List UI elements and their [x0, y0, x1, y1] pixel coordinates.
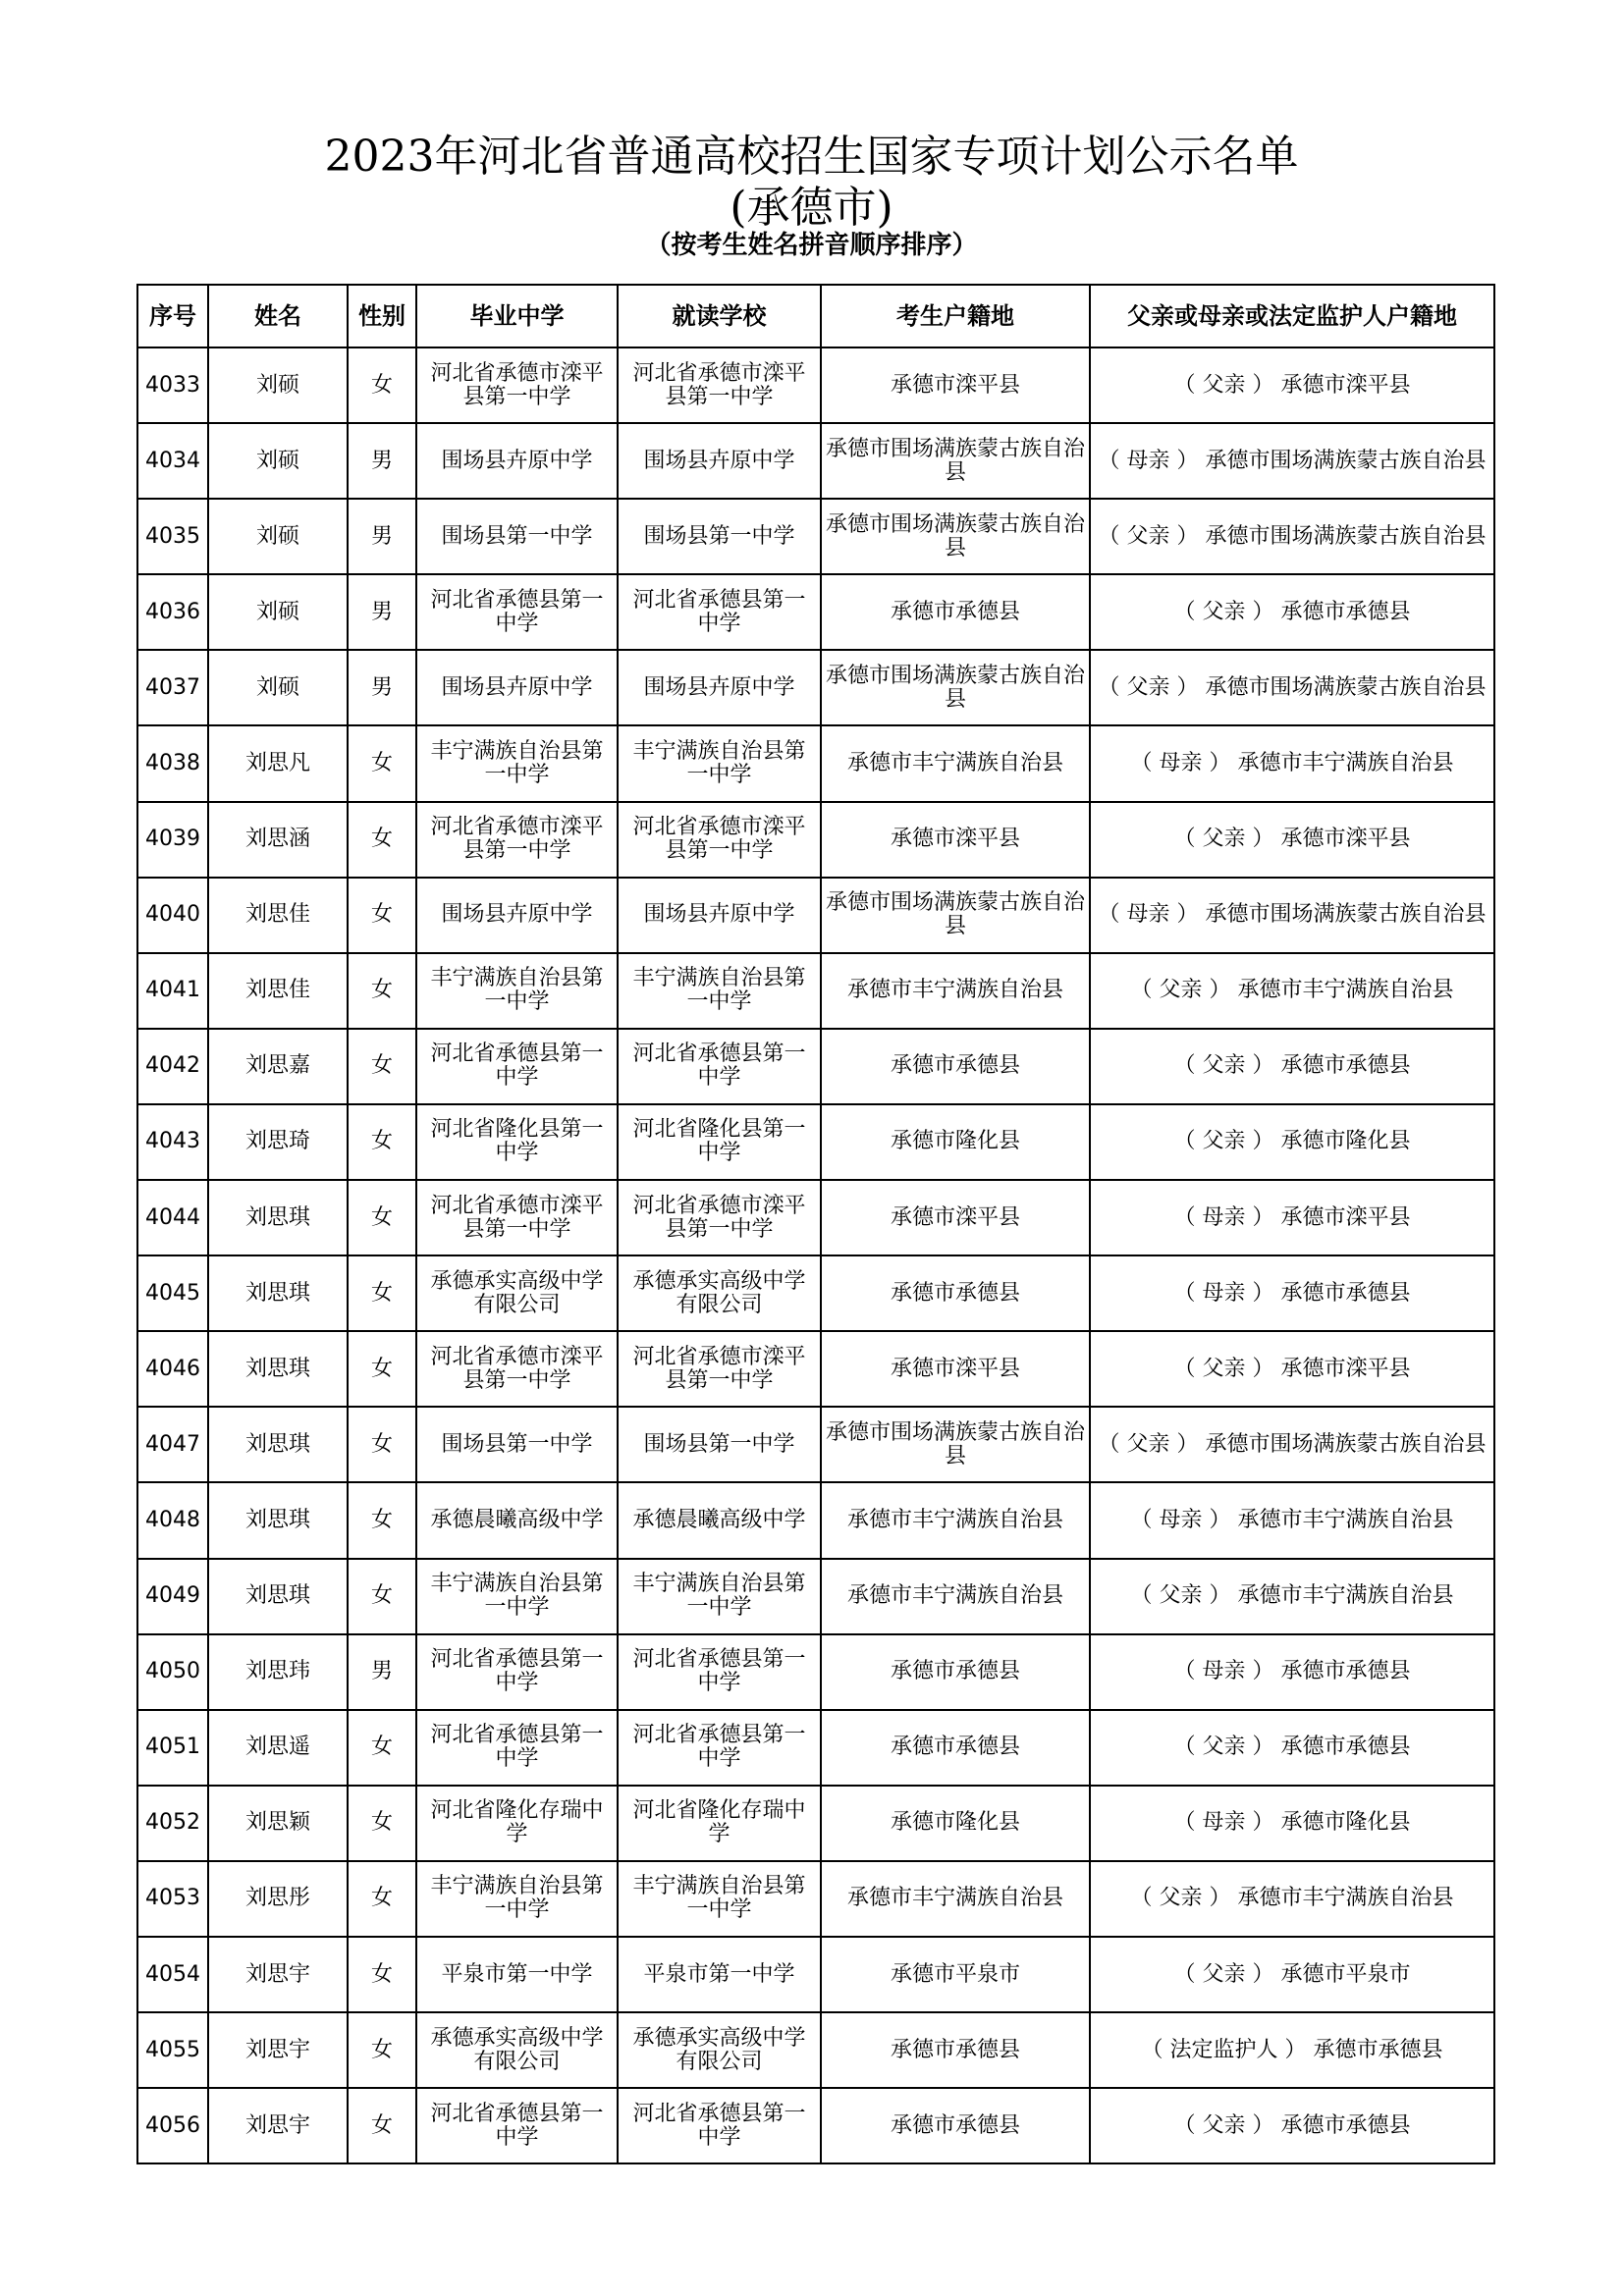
cell-index: 4043: [137, 1104, 208, 1180]
cell-index: 4039: [137, 802, 208, 878]
page-title: 2023年河北省普通高校招生国家专项计划公示名单: [324, 132, 1299, 182]
cell-current-school: 河北省承德县第一中学: [618, 2088, 821, 2163]
cell-gender: 女: [348, 1786, 416, 1861]
header-guardian-registration: 父亲或母亲或法定监护人户籍地: [1090, 285, 1494, 347]
cell-index: 4041: [137, 953, 208, 1029]
cell-current-school: 围场县第一中学: [618, 1407, 821, 1482]
cell-graduated-school: 河北省承德县第一中学: [416, 1710, 618, 1786]
cell-gender: 女: [348, 1937, 416, 2012]
header-graduated-school: 毕业中学: [416, 285, 618, 347]
cell-graduated-school: 河北省承德县第一中学: [416, 2088, 618, 2163]
cell-graduated-school: 围场县第一中学: [416, 499, 618, 574]
cell-current-school: 河北省承德县第一中学: [618, 574, 821, 650]
cell-household-registration: 承德市承德县: [821, 2088, 1090, 2163]
cell-index: 4045: [137, 1255, 208, 1331]
cell-household-registration: 承德市平泉市: [821, 1937, 1090, 2012]
cell-guardian-registration: （ 父亲 ） 承德市平泉市: [1090, 1937, 1494, 2012]
cell-household-registration: 承德市承德县: [821, 1710, 1090, 1786]
cell-household-registration: 承德市丰宁满族自治县: [821, 725, 1090, 801]
table-row: [137, 1786, 1494, 1861]
cell-gender: 女: [348, 802, 416, 878]
cell-guardian-registration: （ 母亲 ） 承德市滦平县: [1090, 1180, 1494, 1255]
cell-current-school: 承德承实高级中学有限公司: [618, 1255, 821, 1331]
cell-household-registration: 承德市承德县: [821, 574, 1090, 650]
cell-name: 刘硕: [208, 423, 348, 499]
cell-current-school: 河北省承德市滦平县第一中学: [618, 1180, 821, 1255]
table-body: [137, 347, 1494, 2163]
admission-list-table: [136, 284, 1495, 2164]
table-row: [137, 347, 1494, 423]
cell-guardian-registration: （ 母亲 ） 承德市承德县: [1090, 1255, 1494, 1331]
table-row: [137, 1861, 1494, 1937]
cell-household-registration: 承德市隆化县: [821, 1786, 1090, 1861]
cell-guardian-registration: （ 父亲 ） 承德市丰宁满族自治县: [1090, 1861, 1494, 1937]
cell-graduated-school: 河北省承德市滦平县第一中学: [416, 347, 618, 423]
cell-gender: 男: [348, 1634, 416, 1710]
cell-guardian-registration: （ 父亲 ） 承德市滦平县: [1090, 802, 1494, 878]
cell-current-school: 承德承实高级中学有限公司: [618, 2012, 821, 2088]
cell-name: 刘思琦: [208, 1104, 348, 1180]
cell-guardian-registration: （ 父亲 ） 承德市滦平县: [1090, 347, 1494, 423]
cell-current-school: 河北省承德县第一中学: [618, 1634, 821, 1710]
cell-gender: 女: [348, 953, 416, 1029]
cell-graduated-school: 围场县卉原中学: [416, 650, 618, 725]
cell-guardian-registration: （ 母亲 ） 承德市丰宁满族自治县: [1090, 1482, 1494, 1558]
cell-household-registration: 承德市丰宁满族自治县: [821, 1559, 1090, 1634]
table-row: [137, 802, 1494, 878]
cell-guardian-registration: （ 母亲 ） 承德市围场满族蒙古族自治县: [1090, 878, 1494, 953]
cell-index: 4056: [137, 2088, 208, 2163]
cell-current-school: 河北省承德县第一中学: [618, 1710, 821, 1786]
cell-household-registration: 承德市围场满族蒙古族自治县: [821, 1407, 1090, 1482]
cell-gender: 女: [348, 1482, 416, 1558]
cell-name: 刘硕: [208, 499, 348, 574]
cell-graduated-school: 围场县卉原中学: [416, 423, 618, 499]
table-row: [137, 1331, 1494, 1407]
table-row: [137, 878, 1494, 953]
cell-household-registration: 承德市围场满族蒙古族自治县: [821, 650, 1090, 725]
cell-graduated-school: 河北省隆化县第一中学: [416, 1104, 618, 1180]
table-row: [137, 1255, 1494, 1331]
cell-gender: 女: [348, 1559, 416, 1634]
cell-graduated-school: 河北省承德县第一中学: [416, 1029, 618, 1104]
cell-current-school: 围场县卉原中学: [618, 878, 821, 953]
cell-current-school: 平泉市第一中学: [618, 1937, 821, 2012]
table-row: [137, 2088, 1494, 2163]
cell-guardian-registration: （ 父亲 ） 承德市承德县: [1090, 1029, 1494, 1104]
cell-graduated-school: 丰宁满族自治县第一中学: [416, 1861, 618, 1937]
cell-household-registration: 承德市丰宁满族自治县: [821, 1861, 1090, 1937]
cell-current-school: 围场县卉原中学: [618, 650, 821, 725]
cell-current-school: 承德晨曦高级中学: [618, 1482, 821, 1558]
cell-name: 刘思佳: [208, 953, 348, 1029]
table-row: [137, 1710, 1494, 1786]
cell-index: 4051: [137, 1710, 208, 1786]
cell-index: 4052: [137, 1786, 208, 1861]
cell-name: 刘思玮: [208, 1634, 348, 1710]
cell-name: 刘思嘉: [208, 1029, 348, 1104]
cell-guardian-registration: （ 母亲 ） 承德市隆化县: [1090, 1786, 1494, 1861]
header-household-registration: 考生户籍地: [821, 285, 1090, 347]
cell-graduated-school: 承德承实高级中学有限公司: [416, 1255, 618, 1331]
cell-name: 刘思琪: [208, 1482, 348, 1558]
cell-index: 4033: [137, 347, 208, 423]
cell-index: 4053: [137, 1861, 208, 1937]
cell-household-registration: 承德市围场满族蒙古族自治县: [821, 499, 1090, 574]
cell-guardian-registration: （ 父亲 ） 承德市围场满族蒙古族自治县: [1090, 499, 1494, 574]
cell-household-registration: 承德市滦平县: [821, 1180, 1090, 1255]
cell-guardian-registration: （ 母亲 ） 承德市承德县: [1090, 1634, 1494, 1710]
cell-gender: 女: [348, 2012, 416, 2088]
cell-graduated-school: 河北省承德市滦平县第一中学: [416, 1331, 618, 1407]
cell-name: 刘思颖: [208, 1786, 348, 1861]
cell-household-registration: 承德市围场满族蒙古族自治县: [821, 423, 1090, 499]
cell-graduated-school: 河北省承德市滦平县第一中学: [416, 1180, 618, 1255]
table-row: [137, 650, 1494, 725]
cell-gender: 女: [348, 347, 416, 423]
table-row: [137, 1482, 1494, 1558]
cell-name: 刘思宇: [208, 1937, 348, 2012]
cell-graduated-school: 河北省承德县第一中学: [416, 1634, 618, 1710]
cell-name: 刘思佳: [208, 878, 348, 953]
cell-index: 4047: [137, 1407, 208, 1482]
cell-guardian-registration: （ 父亲 ） 承德市丰宁满族自治县: [1090, 953, 1494, 1029]
cell-guardian-registration: （ 母亲 ） 承德市丰宁满族自治县: [1090, 725, 1494, 801]
cell-index: 4049: [137, 1559, 208, 1634]
table-row: [137, 423, 1494, 499]
cell-gender: 女: [348, 1861, 416, 1937]
cell-household-registration: 承德市滦平县: [821, 1331, 1090, 1407]
table-header-row: [137, 285, 1494, 347]
cell-guardian-registration: （ 父亲 ） 承德市隆化县: [1090, 1104, 1494, 1180]
page-subtitle: (承德市): [730, 183, 893, 233]
cell-household-registration: 承德市围场满族蒙古族自治县: [821, 878, 1090, 953]
cell-name: 刘思凡: [208, 725, 348, 801]
cell-household-registration: 承德市滦平县: [821, 802, 1090, 878]
cell-index: 4042: [137, 1029, 208, 1104]
cell-index: 4037: [137, 650, 208, 725]
cell-household-registration: 承德市承德县: [821, 1029, 1090, 1104]
header-gender: 性别: [348, 285, 416, 347]
cell-household-registration: 承德市承德县: [821, 1634, 1090, 1710]
cell-gender: 男: [348, 499, 416, 574]
cell-index: 4050: [137, 1634, 208, 1710]
cell-current-school: 河北省承德县第一中学: [618, 1029, 821, 1104]
cell-guardian-registration: （ 父亲 ） 承德市丰宁满族自治县: [1090, 1559, 1494, 1634]
cell-gender: 女: [348, 1180, 416, 1255]
table-row: [137, 1180, 1494, 1255]
cell-graduated-school: 承德承实高级中学有限公司: [416, 2012, 618, 2088]
cell-current-school: 河北省隆化存瑞中学: [618, 1786, 821, 1861]
cell-index: 4034: [137, 423, 208, 499]
header-current-school: 就读学校: [618, 285, 821, 347]
cell-household-registration: 承德市滦平县: [821, 347, 1090, 423]
cell-name: 刘思彤: [208, 1861, 348, 1937]
cell-current-school: 河北省隆化县第一中学: [618, 1104, 821, 1180]
cell-graduated-school: 围场县第一中学: [416, 1407, 618, 1482]
cell-graduated-school: 丰宁满族自治县第一中学: [416, 1559, 618, 1634]
cell-guardian-registration: （ 父亲 ） 承德市承德县: [1090, 2088, 1494, 2163]
cell-guardian-registration: （ 父亲 ） 承德市承德县: [1090, 1710, 1494, 1786]
table-row: [137, 953, 1494, 1029]
cell-current-school: 丰宁满族自治县第一中学: [618, 953, 821, 1029]
cell-household-registration: 承德市丰宁满族自治县: [821, 1482, 1090, 1558]
cell-graduated-school: 河北省隆化存瑞中学: [416, 1786, 618, 1861]
table-row: [137, 574, 1494, 650]
cell-gender: 男: [348, 650, 416, 725]
cell-name: 刘硕: [208, 574, 348, 650]
cell-gender: 男: [348, 574, 416, 650]
cell-graduated-school: 承德晨曦高级中学: [416, 1482, 618, 1558]
cell-guardian-registration: （ 父亲 ） 承德市围场满族蒙古族自治县: [1090, 650, 1494, 725]
cell-name: 刘思宇: [208, 2012, 348, 2088]
cell-graduated-school: 围场县卉原中学: [416, 878, 618, 953]
header-name: 姓名: [208, 285, 348, 347]
cell-household-registration: 承德市承德县: [821, 2012, 1090, 2088]
cell-gender: 女: [348, 878, 416, 953]
sort-note: （按考生姓名拼音顺序排序）: [645, 231, 978, 260]
table-row: [137, 499, 1494, 574]
cell-guardian-registration: （ 父亲 ） 承德市承德县: [1090, 574, 1494, 650]
cell-gender: 女: [348, 1407, 416, 1482]
cell-index: 4036: [137, 574, 208, 650]
header-index: 序号: [137, 285, 208, 347]
cell-graduated-school: 丰宁满族自治县第一中学: [416, 953, 618, 1029]
cell-index: 4044: [137, 1180, 208, 1255]
cell-graduated-school: 河北省承德县第一中学: [416, 574, 618, 650]
cell-name: 刘思琪: [208, 1559, 348, 1634]
cell-current-school: 河北省承德市滦平县第一中学: [618, 347, 821, 423]
cell-graduated-school: 丰宁满族自治县第一中学: [416, 725, 618, 801]
cell-name: 刘思琪: [208, 1180, 348, 1255]
table-row: [137, 1634, 1494, 1710]
table-row: [137, 1029, 1494, 1104]
cell-index: 4054: [137, 1937, 208, 2012]
cell-gender: 女: [348, 2088, 416, 2163]
cell-index: 4035: [137, 499, 208, 574]
cell-household-registration: 承德市丰宁满族自治县: [821, 953, 1090, 1029]
cell-gender: 女: [348, 1710, 416, 1786]
table-row: [137, 1104, 1494, 1180]
cell-index: 4040: [137, 878, 208, 953]
cell-name: 刘思涵: [208, 802, 348, 878]
cell-gender: 男: [348, 423, 416, 499]
cell-gender: 女: [348, 1255, 416, 1331]
cell-name: 刘硕: [208, 650, 348, 725]
cell-gender: 女: [348, 1331, 416, 1407]
table-row: [137, 1407, 1494, 1482]
cell-household-registration: 承德市承德县: [821, 1255, 1090, 1331]
cell-current-school: 丰宁满族自治县第一中学: [618, 1861, 821, 1937]
table-row: [137, 725, 1494, 801]
cell-index: 4038: [137, 725, 208, 801]
cell-current-school: 河北省承德市滦平县第一中学: [618, 1331, 821, 1407]
cell-name: 刘硕: [208, 347, 348, 423]
cell-guardian-registration: （ 父亲 ） 承德市滦平县: [1090, 1331, 1494, 1407]
cell-guardian-registration: （ 父亲 ） 承德市围场满族蒙古族自治县: [1090, 1407, 1494, 1482]
cell-gender: 女: [348, 1104, 416, 1180]
cell-guardian-registration: （ 母亲 ） 承德市围场满族蒙古族自治县: [1090, 423, 1494, 499]
cell-current-school: 围场县卉原中学: [618, 423, 821, 499]
table-row: [137, 1559, 1494, 1634]
cell-name: 刘思宇: [208, 2088, 348, 2163]
cell-name: 刘思琪: [208, 1407, 348, 1482]
cell-name: 刘思琪: [208, 1255, 348, 1331]
cell-current-school: 丰宁满族自治县第一中学: [618, 1559, 821, 1634]
cell-index: 4055: [137, 2012, 208, 2088]
cell-graduated-school: 平泉市第一中学: [416, 1937, 618, 2012]
table-row: [137, 1937, 1494, 2012]
table-row: [137, 2012, 1494, 2088]
cell-name: 刘思遥: [208, 1710, 348, 1786]
cell-graduated-school: 河北省承德市滦平县第一中学: [416, 802, 618, 878]
cell-current-school: 河北省承德市滦平县第一中学: [618, 802, 821, 878]
cell-household-registration: 承德市隆化县: [821, 1104, 1090, 1180]
cell-index: 4046: [137, 1331, 208, 1407]
cell-name: 刘思琪: [208, 1331, 348, 1407]
cell-gender: 女: [348, 1029, 416, 1104]
cell-gender: 女: [348, 725, 416, 801]
cell-current-school: 丰宁满族自治县第一中学: [618, 725, 821, 801]
cell-index: 4048: [137, 1482, 208, 1558]
cell-current-school: 围场县第一中学: [618, 499, 821, 574]
cell-guardian-registration: （ 法定监护人 ） 承德市承德县: [1090, 2012, 1494, 2088]
